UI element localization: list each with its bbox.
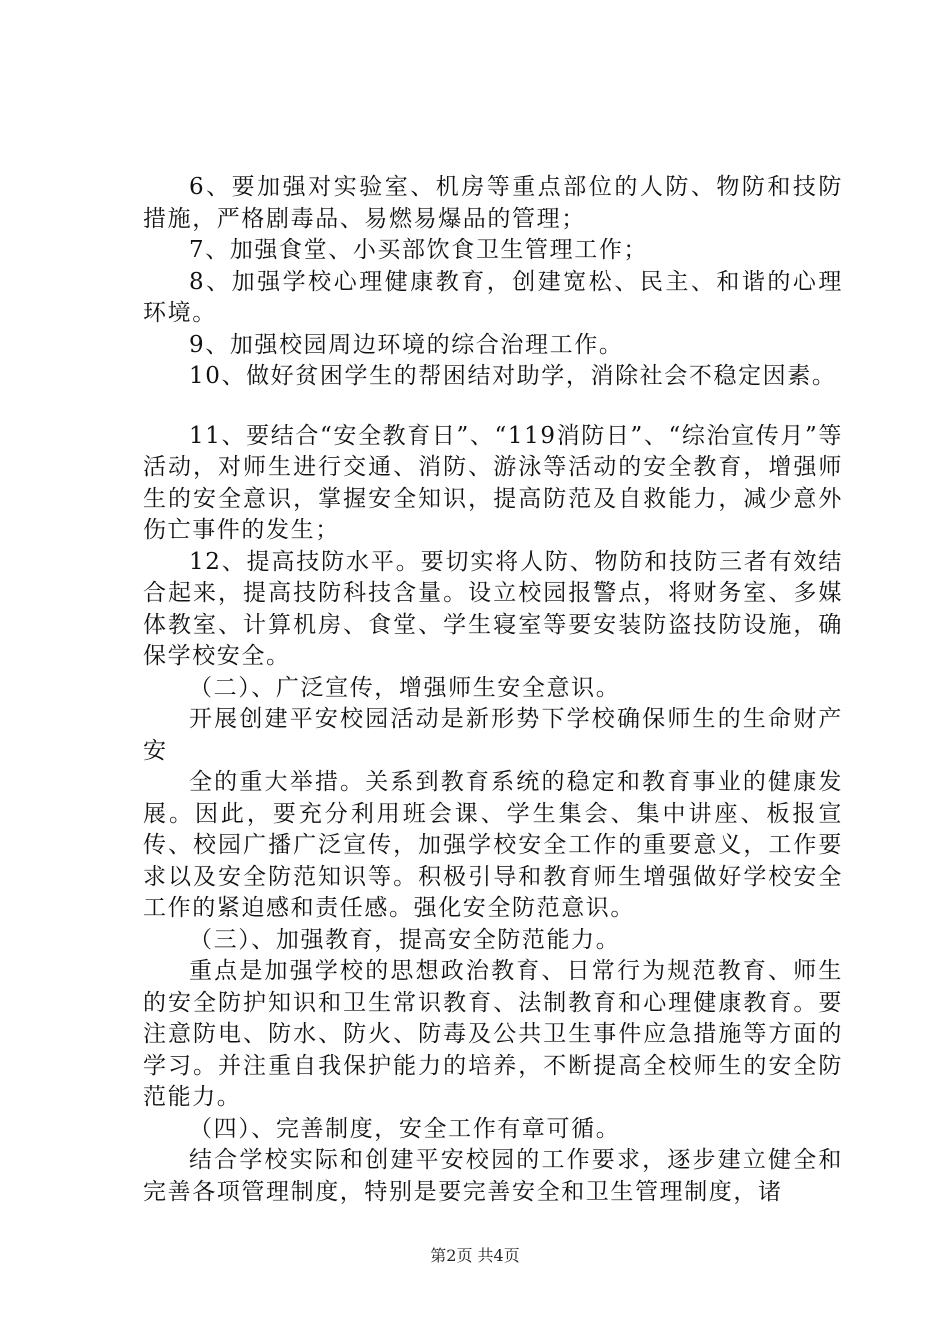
paragraph-item-9: 9、加强校园周边环境的综合治理工作。 [189,331,624,358]
page-number-footer: 第2页 共4页 [430,1246,520,1265]
paragraph-item-6: 6、要加强对实验室、机房等重点部位的人防、物防和技防措施，严格剧毒品、易燃易爆品的管理； [143,174,843,232]
section-heading-2: （二）、广泛宣传，增强师生安全意识。 [189,674,621,701]
paragraph-education-body: 重点是加强学校的思想政治教育、日常行为规范教育、师生的安全防护知识和卫生常识教育、法制教育和心理健康教育。要注意防电、防水、防火、防毒及公共卫生事件应急措施等方面的学习。并注重自我保护能力的培养，不断提高全校师生的安全防范能力。 [143,958,843,1110]
paragraph-publicity-body: 全的重大举措。关系到教育系统的稳定和教育事业的健康发展。因此，要充分利用班会课、学生集会、集中讲座、板报宣传、校园广播广泛宣传，加强学校安全工作的重要意义，工作要求以及安全防范知识等。积极引导和教育师生增强做好学校安全工作的紧迫感和责任感。强化安全防范意识。 [143,769,843,921]
section-heading-3: （三）、加强教育，提高安全防范能力。 [189,926,621,953]
document-body [143,172,843,1208]
paragraph-item-8: 8、加强学校心理健康教育，创建宽松、民主、和谐的心理环境。 [143,268,843,326]
paragraph-publicity-intro: 开展创建平安校园活动是新形势下学校确保师生的生命财产安 [143,706,843,764]
paragraph-item-11: 11、要结合“安全教育日”、“119消防日”、“综治宣传月”等活动，对师生进行交通、消防、游泳等活动的安全教育，增强师生的安全意识，掌握安全知识，提高防范及自救能力，减少意外伤亡事件的发生； [143,422,843,543]
section-heading-4: （四）、完善制度，安全工作有章可循。 [189,1115,621,1142]
paragraph-item-10: 10、做好贫困学生的帮困结对助学，消除社会不稳定因素。 [189,363,837,389]
paragraph-item-7: 7、加强食堂、小买部饮食卫生管理工作； [189,237,649,263]
paragraph-system-body: 结合学校实际和创建平安校园的工作要求，逐步建立健全和完善各项管理制度，特别是要完善安全和卫生管理制度，诸 [143,1147,843,1205]
paragraph-item-12: 12、提高技防水平。要切实将人防、物防和技防三者有效结合起来，提高技防科技含量。设立校园报警点，将财务室、多媒体教室、计算机房、食堂、学生寝室等要安装防盗技防设施，确保学校安全。 [143,548,843,669]
